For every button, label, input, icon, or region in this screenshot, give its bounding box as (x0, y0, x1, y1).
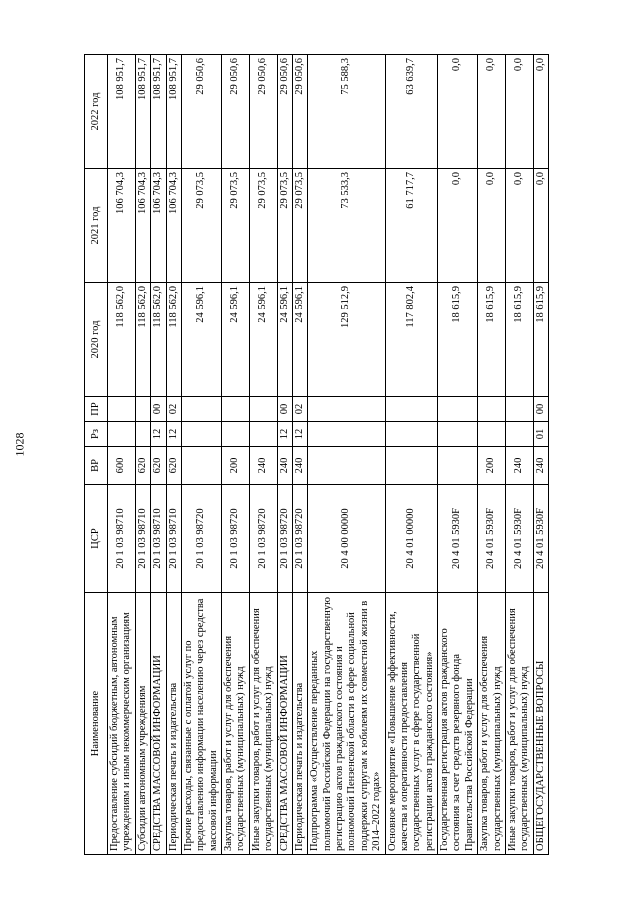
cell-y2022: 108 951,7 (151, 55, 166, 169)
cell-csr: 20 1 03 98710 (108, 485, 136, 593)
cell-name: СРЕДСТВА МАССОВОЙ ИНФОРМАЦИИ (277, 593, 292, 855)
cell-name: Иные закупки товаров, работ и услуг для обеспечения государственных (муниципальных) нужд (505, 593, 533, 855)
cell-y2021: 29 073,5 (277, 169, 292, 283)
table-row (308, 55, 385, 855)
cell-y2020: 18 615,9 (438, 283, 478, 397)
cell-vr: 240 (505, 447, 533, 485)
budget-table (84, 54, 549, 855)
cell-y2022: 0,0 (438, 55, 478, 169)
cell-pr (135, 397, 150, 422)
cell-y2020: 24 596,1 (222, 283, 250, 397)
cell-pr (478, 397, 506, 422)
cell-name: СРЕДСТВА МАССОВОЙ ИНФОРМАЦИИ (151, 593, 166, 855)
cell-y2020: 24 596,1 (249, 283, 277, 397)
cell-name: Периодическая печать и издательства (292, 593, 307, 855)
cell-name: Периодическая печать и издательства (166, 593, 181, 855)
header-2021: 2021 год (85, 169, 108, 283)
table-row (292, 55, 307, 855)
cell-pr: 00 (151, 397, 166, 422)
cell-pr: 00 (533, 397, 548, 422)
cell-vr (308, 447, 385, 485)
cell-y2021: 29 073,5 (181, 169, 221, 283)
cell-vr (385, 447, 438, 485)
header-2022: 2022 год (85, 55, 108, 169)
cell-vr: 620 (135, 447, 150, 485)
cell-vr: 200 (222, 447, 250, 485)
cell-y2020: 118 562,0 (135, 283, 150, 397)
cell-vr: 620 (166, 447, 181, 485)
cell-csr: 20 1 03 98720 (277, 485, 292, 593)
cell-y2022: 108 951,7 (108, 55, 136, 169)
table-row (533, 55, 548, 855)
table-header-row (85, 55, 108, 855)
cell-y2021: 73 533,3 (308, 169, 385, 283)
cell-pr: 02 (292, 397, 307, 422)
cell-csr: 20 4 01 00000 (385, 485, 438, 593)
cell-rz: 01 (533, 422, 548, 447)
table-row (135, 55, 150, 855)
cell-y2021: 61 717,7 (385, 169, 438, 283)
cell-y2020: 118 562,0 (166, 283, 181, 397)
cell-y2021: 106 704,3 (135, 169, 150, 283)
cell-y2022: 108 951,7 (135, 55, 150, 169)
cell-csr: 20 4 00 00000 (308, 485, 385, 593)
cell-rz: 12 (166, 422, 181, 447)
cell-csr: 20 4 01 5930F (438, 485, 478, 593)
cell-y2022: 29 050,6 (249, 55, 277, 169)
cell-csr: 20 4 01 5930F (505, 485, 533, 593)
cell-csr: 20 1 03 98720 (292, 485, 307, 593)
cell-y2020: 24 596,1 (181, 283, 221, 397)
cell-name: Закупка товаров, работ и услуг для обеспечения государственных (муниципальных) нужд (478, 593, 506, 855)
cell-y2022: 0,0 (478, 55, 506, 169)
cell-csr: 20 1 03 98710 (135, 485, 150, 593)
cell-name: Государственная регистрация актов гражданского состояния за счет средств резервного фонда Правительства Российской Федерации (438, 593, 478, 855)
cell-rz (308, 422, 385, 447)
cell-y2022: 0,0 (533, 55, 548, 169)
cell-y2021: 106 704,3 (166, 169, 181, 283)
header-rz: Рз (85, 422, 108, 447)
cell-y2020: 117 802,4 (385, 283, 438, 397)
cell-name: Подпрограмма «Осуществление переданных полномочий Российской Федерации на государственную регистрацию актов гражданского состояния и полномочий Пензенской области в сфере социальной поддержки супругам к юбилеям их совместной жизни в 2014–2022 годах» (308, 593, 385, 855)
cell-csr: 20 1 03 98710 (166, 485, 181, 593)
cell-name: Основное мероприятие «Повышение эффективности, качества и оперативности предоставления государственных услуг в сфере государственной регистрации актов гражданского состояния» (385, 593, 438, 855)
cell-csr: 20 4 01 5930F (533, 485, 548, 593)
cell-y2021: 0,0 (505, 169, 533, 283)
cell-vr: 620 (151, 447, 166, 485)
table-row (166, 55, 181, 855)
cell-name: Прочие расходы, связанные с оплатой услуг по предоставлению информации населению через средства массовой информации (181, 593, 221, 855)
cell-pr (108, 397, 136, 422)
cell-rz (181, 422, 221, 447)
cell-vr: 240 (292, 447, 307, 485)
cell-pr (438, 397, 478, 422)
cell-csr: 20 1 03 98720 (181, 485, 221, 593)
cell-y2020: 129 512,9 (308, 283, 385, 397)
cell-vr: 240 (249, 447, 277, 485)
cell-y2020: 118 562,0 (108, 283, 136, 397)
cell-csr: 20 1 03 98720 (222, 485, 250, 593)
header-pr: ПР (85, 397, 108, 422)
cell-rz (505, 422, 533, 447)
table-row (478, 55, 506, 855)
cell-y2022: 29 050,6 (277, 55, 292, 169)
cell-y2021: 106 704,3 (108, 169, 136, 283)
cell-y2022: 0,0 (505, 55, 533, 169)
cell-rz: 12 (277, 422, 292, 447)
cell-name: Предоставление субсидий бюджетным, автономным учреждениям и иным некоммерческим организациям (108, 593, 136, 855)
cell-y2022: 63 639,7 (385, 55, 438, 169)
cell-csr: 20 1 03 98710 (151, 485, 166, 593)
cell-rz (222, 422, 250, 447)
cell-y2021: 0,0 (533, 169, 548, 283)
cell-y2022: 108 951,7 (166, 55, 181, 169)
cell-vr: 200 (478, 447, 506, 485)
cell-rz (438, 422, 478, 447)
cell-y2022: 29 050,6 (181, 55, 221, 169)
header-csr: ЦСР (85, 485, 108, 593)
table-row (108, 55, 136, 855)
cell-name: ОБЩЕГОСУДАРСТВЕННЫЕ ВОПРОСЫ (533, 593, 548, 855)
cell-name: Субсидии автономным учреждениям (135, 593, 150, 855)
cell-vr: 240 (533, 447, 548, 485)
cell-csr: 20 4 01 5930F (478, 485, 506, 593)
cell-vr (181, 447, 221, 485)
cell-pr (505, 397, 533, 422)
cell-pr: 00 (277, 397, 292, 422)
cell-y2022: 75 588,3 (308, 55, 385, 169)
cell-y2021: 0,0 (438, 169, 478, 283)
cell-y2022: 29 050,6 (222, 55, 250, 169)
cell-y2021: 29 073,5 (292, 169, 307, 283)
cell-y2020: 18 615,9 (478, 283, 506, 397)
cell-y2020: 24 596,1 (292, 283, 307, 397)
cell-vr (438, 447, 478, 485)
cell-y2020: 118 562,0 (151, 283, 166, 397)
cell-y2020: 18 615,9 (533, 283, 548, 397)
table-row (222, 55, 250, 855)
cell-csr: 20 1 03 98720 (249, 485, 277, 593)
table-row (181, 55, 221, 855)
cell-vr: 240 (277, 447, 292, 485)
header-2020: 2020 год (85, 283, 108, 397)
cell-y2021: 0,0 (478, 169, 506, 283)
cell-pr (249, 397, 277, 422)
cell-rz (478, 422, 506, 447)
cell-y2021: 106 704,3 (151, 169, 166, 283)
header-name: Наименование (85, 593, 108, 855)
cell-y2022: 29 050,6 (292, 55, 307, 169)
cell-pr (385, 397, 438, 422)
cell-name: Закупка товаров, работ и услуг для обеспечения государственных (муниципальных) нужд (222, 593, 250, 855)
budget-table-container (84, 55, 624, 855)
table-row (505, 55, 533, 855)
cell-name: Иные закупки товаров, работ и услуг для обеспечения государственных (муниципальных) нужд (249, 593, 277, 855)
cell-rz (108, 422, 136, 447)
cell-y2020: 18 615,9 (505, 283, 533, 397)
table-row (438, 55, 478, 855)
table-row (277, 55, 292, 855)
table-body (108, 55, 549, 855)
cell-pr: 02 (166, 397, 181, 422)
table-row (385, 55, 438, 855)
rotated-table-frame (84, 55, 624, 855)
cell-vr: 600 (108, 447, 136, 485)
cell-rz: 12 (292, 422, 307, 447)
cell-rz (385, 422, 438, 447)
cell-rz: 12 (151, 422, 166, 447)
cell-rz (249, 422, 277, 447)
table-row (249, 55, 277, 855)
page-number: 1028 (12, 432, 27, 457)
header-vr: ВР (85, 447, 108, 485)
cell-pr (181, 397, 221, 422)
cell-pr (308, 397, 385, 422)
cell-y2021: 29 073,5 (249, 169, 277, 283)
cell-y2020: 24 596,1 (277, 283, 292, 397)
cell-y2021: 29 073,5 (222, 169, 250, 283)
table-row (151, 55, 166, 855)
cell-rz (135, 422, 150, 447)
cell-pr (222, 397, 250, 422)
